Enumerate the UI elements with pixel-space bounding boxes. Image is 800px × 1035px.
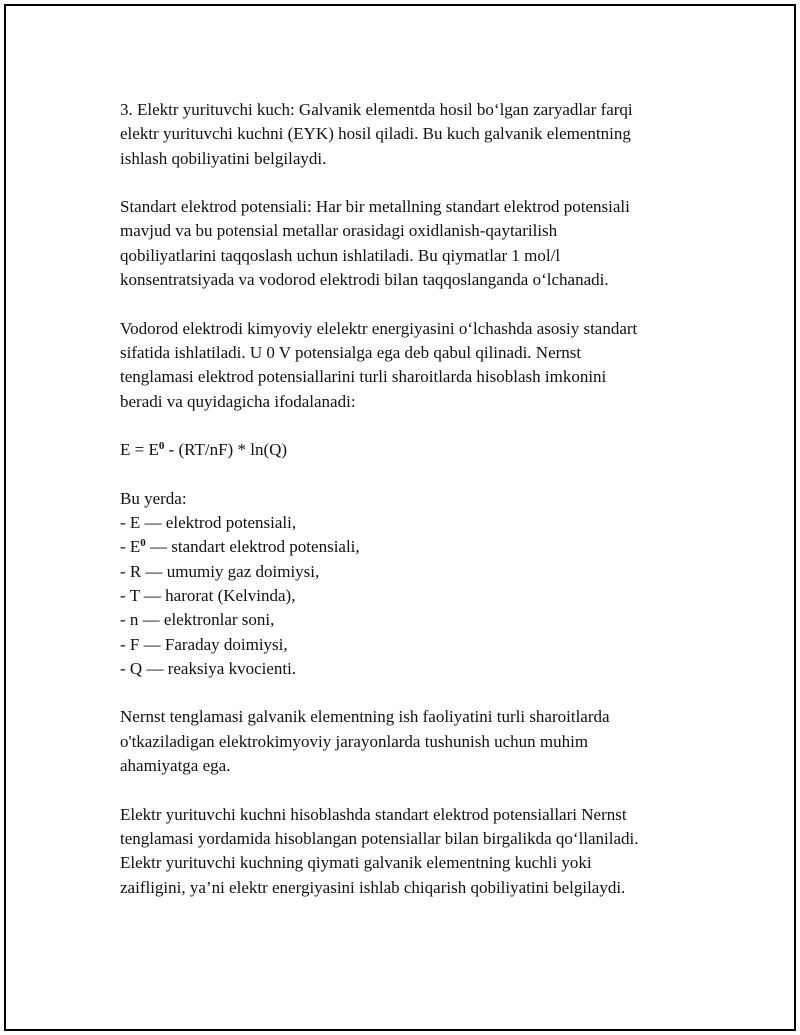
paragraph-emf-calculation — [120, 803, 710, 900]
paragraph-standard-electrode-potential — [120, 195, 710, 292]
definition-item: - n — elektronlar soni, — [120, 610, 275, 630]
text-line: konsentratsiyada va vodorod elektrodi bilan taqqoslanganda o‘lchanadi. — [120, 270, 609, 290]
definition-item: - T — harorat (Kelvinda), — [120, 585, 296, 605]
text-line: ahamiyatga ega. — [120, 756, 231, 776]
paragraph-hydrogen-electrode — [120, 317, 710, 414]
definition-prefix: - E — [120, 537, 141, 557]
text-line: 3. Elektr yurituvchi kuch: Galvanik elementda hosil bo‘lgan zaryadlar farqi — [120, 100, 633, 119]
definition-item: - F — Faraday doimiysi, — [120, 634, 288, 654]
document-body — [120, 98, 710, 924]
definition-item: - Q — reaksiya kvocienti. — [120, 658, 297, 678]
text-line: Standart elektrod potensiali: Har bir metallning standart elektrod potensiali — [120, 197, 630, 217]
formula-left: E = E — [120, 440, 159, 460]
paragraph-nernst-importance — [120, 705, 710, 778]
definitions-block — [120, 487, 710, 681]
text-line: tenglamasi yordamida hisoblangan potensiallar bilan birgalikda qo‘llaniladi. — [120, 828, 639, 848]
document-page — [4, 4, 796, 1031]
text-line: ishlash qobiliyatini belgilaydi. — [120, 148, 327, 168]
text-line: qobiliyatlarini taqqoslash uchun ishlatiladi. Bu qiymatlar 1 mol/l — [120, 245, 561, 265]
text-line: beradi va quyidagicha ifodalanadi: — [120, 391, 356, 411]
definition-item — [120, 535, 710, 559]
text-line: mavjud va bu potensial metallar orasidagi oxidlanish-qaytarilish — [120, 221, 558, 241]
text-line: sifatida ishlatiladi. U 0 V potensialga ega deb qabul qilinadi. Nernst — [120, 342, 582, 362]
text-line: Elektr yurituvchi kuchni hisoblashda standart elektrod potensiallari Nernst — [120, 804, 627, 824]
text-line: tenglamasi elektrod potensiallarini turli sharoitlarda hisoblash imkonini — [120, 367, 607, 387]
where-label: Bu yerda: — [120, 488, 187, 508]
formula-superscript: 0 — [158, 440, 165, 453]
nernst-formula — [120, 438, 710, 462]
paragraph-electromotive-force — [120, 98, 710, 171]
formula-right: - (RT/nF) * ln(Q) — [164, 440, 288, 460]
definitions-list — [120, 511, 710, 681]
text-line: Nernst tenglamasi galvanik elementning ish faoliyatini turli sharoitlarda — [120, 707, 610, 727]
text-line: zaifligini, ya’ni elektr energiyasini ishlab chiqarish qobiliyatini belgilaydi. — [120, 877, 626, 897]
definition-superscript: 0 — [140, 537, 146, 550]
definition-item: - R — umumiy gaz doimiysi, — [120, 561, 320, 581]
text-line: o'tkaziladigan elektrokimyoviy jarayonlarda tushunish uchun muhim — [120, 731, 589, 751]
text-line: Elektr yurituvchi kuchning qiymati galvanik elementning kuchli yoki — [120, 853, 592, 873]
formula-line — [120, 438, 710, 462]
definition-suffix: — standart elektrod potensiali, — [145, 537, 360, 557]
definition-item: - E — elektrod potensiali, — [120, 513, 297, 533]
text-line: elektr yurituvchi kuchni (EYK) hosil qiladi. Bu kuch galvanik elementning — [120, 124, 631, 144]
text-line: Vodorod elektrodi kimyoviy elelektr energiyasini o‘lchashda asosiy standart — [120, 318, 638, 338]
